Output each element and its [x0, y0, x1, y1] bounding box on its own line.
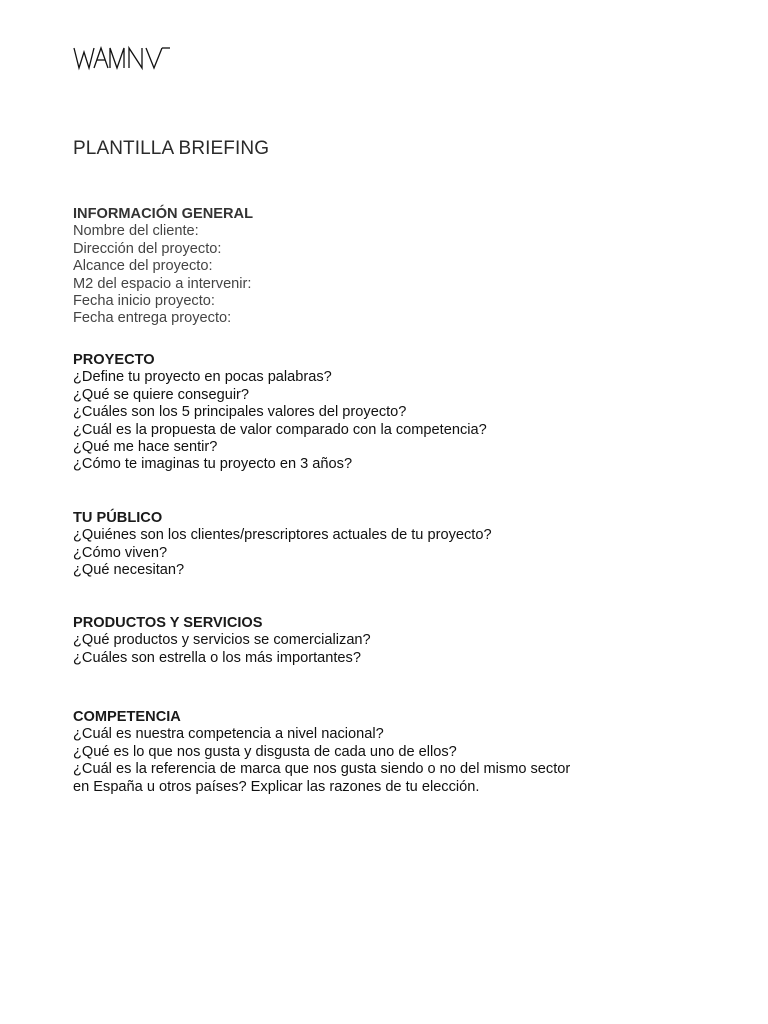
list-item: ¿Qué productos y servicios se comercializan?: [73, 632, 371, 649]
list-item: ¿Cuál es la propuesta de valor comparado con la competencia?: [73, 421, 487, 438]
list-item: ¿Qué se quiere conseguir?: [73, 386, 250, 403]
list-item: ¿Cómo viven?: [73, 544, 168, 561]
question-list: [73, 527, 693, 579]
list-item: en España u otros países? Explicar las razones de tu elección.: [73, 778, 480, 795]
list-item: ¿Cómo te imaginas tu proyecto en 3 años?: [73, 456, 353, 473]
list-item: Fecha entrega proyecto:: [73, 310, 232, 327]
brand-logo: [73, 44, 173, 72]
list-item: ¿Cuál es nuestra competencia a nivel nacional?: [73, 726, 384, 743]
list-item: ¿Quiénes son los clientes/prescriptores actuales de tu proyecto?: [73, 527, 492, 544]
document-title: PLANTILLA BRIEFING: [73, 138, 270, 159]
list-item: Fecha inicio proyecto:: [73, 293, 215, 310]
list-item: Nombre del cliente:: [73, 223, 199, 240]
list-item: ¿Cuáles son estrella o los más importantes?: [73, 649, 361, 666]
section-competencia: [73, 709, 693, 796]
section-productos-y-servicios: [73, 615, 693, 667]
section-proyecto: [73, 352, 693, 474]
list-item: ¿Cuáles son los 5 principales valores del proyecto?: [73, 404, 407, 421]
field-list: [73, 223, 693, 327]
section-tu-publico: [73, 510, 693, 580]
section-heading: PROYECTO: [73, 352, 155, 368]
section-heading: COMPETENCIA: [73, 709, 181, 725]
section-heading: INFORMACIÓN GENERAL: [73, 206, 253, 222]
list-item: ¿Cuál es la referencia de marca que nos gusta siendo o no del mismo sector: [73, 761, 571, 778]
section-informacion-general: [73, 206, 693, 328]
list-item: ¿Qué necesitan?: [73, 562, 185, 579]
list-item: M2 del espacio a intervenir:: [73, 275, 252, 292]
question-list: [73, 632, 693, 667]
list-item: ¿Qué me hace sentir?: [73, 439, 218, 456]
question-list: [73, 726, 693, 796]
brand-logo-mark: [73, 44, 173, 72]
section-heading: TU PÚBLICO: [73, 510, 163, 526]
list-item: ¿Define tu proyecto en pocas palabras?: [73, 369, 332, 386]
list-item: Dirección del proyecto:: [73, 240, 222, 257]
section-heading: PRODUCTOS Y SERVICIOS: [73, 615, 263, 631]
list-item: ¿Qué es lo que nos gusta y disgusta de cada uno de ellos?: [73, 743, 457, 760]
list-item: Alcance del proyecto:: [73, 258, 213, 275]
question-list: [73, 369, 693, 473]
